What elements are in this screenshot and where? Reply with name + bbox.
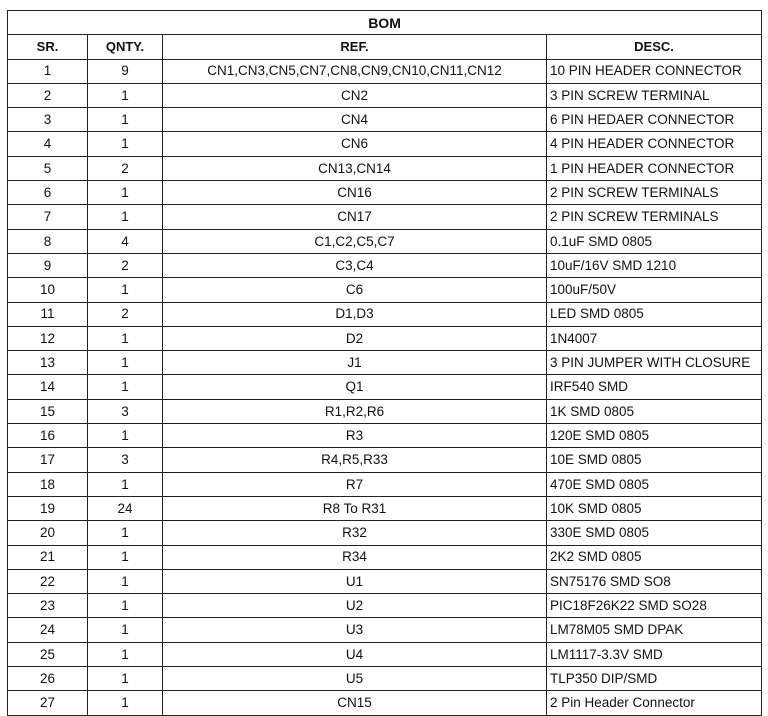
header-row (8, 35, 762, 59)
table-row (8, 59, 762, 83)
cell-qnty: 2 (88, 302, 163, 326)
cell-qnty: 1 (88, 642, 163, 666)
table-row (8, 302, 762, 326)
cell-ref: U2 (163, 594, 547, 618)
cell-sr: 9 (8, 253, 88, 277)
cell-desc: IRF540 SMD (547, 375, 762, 399)
cell-sr: 16 (8, 424, 88, 448)
cell-qnty: 1 (88, 667, 163, 691)
cell-ref: U1 (163, 569, 547, 593)
cell-desc: LM1117-3.3V SMD (547, 642, 762, 666)
cell-qnty: 1 (88, 132, 163, 156)
title-row (8, 11, 762, 35)
cell-qnty: 2 (88, 253, 163, 277)
cell-sr: 27 (8, 691, 88, 715)
table-row (8, 83, 762, 107)
cell-ref: R32 (163, 521, 547, 545)
cell-sr: 24 (8, 618, 88, 642)
table-row (8, 496, 762, 520)
cell-sr: 22 (8, 569, 88, 593)
cell-qnty: 1 (88, 181, 163, 205)
cell-qnty: 1 (88, 691, 163, 715)
cell-ref: CN17 (163, 205, 547, 229)
table-row (8, 448, 762, 472)
cell-desc: 2 PIN SCREW TERMINALS (547, 205, 762, 229)
cell-desc: 100uF/50V (547, 278, 762, 302)
cell-ref: R4,R5,R33 (163, 448, 547, 472)
table-row (8, 667, 762, 691)
cell-ref: R7 (163, 472, 547, 496)
cell-desc: 10E SMD 0805 (547, 448, 762, 472)
table-row (8, 278, 762, 302)
cell-desc: 6 PIN HEDAER CONNECTOR (547, 108, 762, 132)
cell-desc: 1 PIN HEADER CONNECTOR (547, 156, 762, 180)
cell-desc: 2 Pin Header Connector (547, 691, 762, 715)
cell-qnty: 1 (88, 205, 163, 229)
table-row (8, 253, 762, 277)
cell-sr: 2 (8, 83, 88, 107)
cell-ref: CN2 (163, 83, 547, 107)
cell-ref: C1,C2,C5,C7 (163, 229, 547, 253)
cell-ref: CN1,CN3,CN5,CN7,CN8,CN9,CN10,CN11,CN12 (163, 59, 547, 83)
cell-ref: D1,D3 (163, 302, 547, 326)
cell-sr: 6 (8, 181, 88, 205)
cell-desc: TLP350 DIP/SMD (547, 667, 762, 691)
cell-desc: 10uF/16V SMD 1210 (547, 253, 762, 277)
cell-qnty: 4 (88, 229, 163, 253)
cell-ref: R3 (163, 424, 547, 448)
cell-ref: R8 To R31 (163, 496, 547, 520)
table-row (8, 424, 762, 448)
cell-qnty: 1 (88, 569, 163, 593)
cell-qnty: 1 (88, 108, 163, 132)
cell-qnty: 1 (88, 618, 163, 642)
cell-ref: CN6 (163, 132, 547, 156)
header-sr: SR. (8, 35, 88, 59)
table-row (8, 229, 762, 253)
cell-qnty: 24 (88, 496, 163, 520)
cell-ref: CN4 (163, 108, 547, 132)
cell-qnty: 3 (88, 448, 163, 472)
cell-sr: 18 (8, 472, 88, 496)
cell-qnty: 1 (88, 521, 163, 545)
cell-desc: LED SMD 0805 (547, 302, 762, 326)
cell-desc: SN75176 SMD SO8 (547, 569, 762, 593)
cell-desc: 1K SMD 0805 (547, 399, 762, 423)
cell-sr: 5 (8, 156, 88, 180)
cell-qnty: 1 (88, 545, 163, 569)
cell-sr: 14 (8, 375, 88, 399)
cell-qnty: 1 (88, 278, 163, 302)
cell-desc: 10 PIN HEADER CONNECTOR (547, 59, 762, 83)
cell-qnty: 1 (88, 83, 163, 107)
table-row (8, 326, 762, 350)
cell-ref: J1 (163, 351, 547, 375)
table-row (8, 108, 762, 132)
cell-sr: 11 (8, 302, 88, 326)
cell-desc: 10K SMD 0805 (547, 496, 762, 520)
cell-qnty: 3 (88, 399, 163, 423)
cell-ref: R1,R2,R6 (163, 399, 547, 423)
cell-ref: R34 (163, 545, 547, 569)
cell-ref: D2 (163, 326, 547, 350)
cell-sr: 23 (8, 594, 88, 618)
cell-ref: CN13,CN14 (163, 156, 547, 180)
cell-sr: 13 (8, 351, 88, 375)
cell-sr: 26 (8, 667, 88, 691)
cell-desc: 4 PIN HEADER CONNECTOR (547, 132, 762, 156)
table-row (8, 691, 762, 715)
cell-sr: 25 (8, 642, 88, 666)
cell-sr: 21 (8, 545, 88, 569)
cell-qnty: 1 (88, 472, 163, 496)
cell-desc: LM78M05 SMD DPAK (547, 618, 762, 642)
table-row (8, 618, 762, 642)
cell-desc: 1N4007 (547, 326, 762, 350)
cell-sr: 1 (8, 59, 88, 83)
cell-desc: PIC18F26K22 SMD SO28 (547, 594, 762, 618)
table-row (8, 521, 762, 545)
cell-sr: 8 (8, 229, 88, 253)
cell-desc: 3 PIN SCREW TERMINAL (547, 83, 762, 107)
cell-qnty: 1 (88, 326, 163, 350)
cell-desc: 470E SMD 0805 (547, 472, 762, 496)
header-qnty: QNTY. (88, 35, 163, 59)
cell-sr: 19 (8, 496, 88, 520)
header-desc: DESC. (547, 35, 762, 59)
cell-desc: 2 PIN SCREW TERMINALS (547, 181, 762, 205)
table-row (8, 545, 762, 569)
cell-ref: C6 (163, 278, 547, 302)
cell-sr: 20 (8, 521, 88, 545)
cell-qnty: 1 (88, 375, 163, 399)
cell-ref: CN16 (163, 181, 547, 205)
table-row (8, 205, 762, 229)
table-row (8, 399, 762, 423)
table-row (8, 156, 762, 180)
cell-desc: 2K2 SMD 0805 (547, 545, 762, 569)
cell-sr: 12 (8, 326, 88, 350)
cell-qnty: 1 (88, 594, 163, 618)
cell-sr: 3 (8, 108, 88, 132)
cell-desc: 3 PIN JUMPER WITH CLOSURE (547, 351, 762, 375)
cell-qnty: 9 (88, 59, 163, 83)
cell-ref: CN15 (163, 691, 547, 715)
cell-sr: 15 (8, 399, 88, 423)
cell-qnty: 1 (88, 424, 163, 448)
table-row (8, 594, 762, 618)
table-row (8, 569, 762, 593)
cell-desc: 330E SMD 0805 (547, 521, 762, 545)
cell-qnty: 2 (88, 156, 163, 180)
cell-desc: 120E SMD 0805 (547, 424, 762, 448)
table-body (8, 59, 762, 715)
cell-ref: Q1 (163, 375, 547, 399)
table-title: BOM (8, 11, 762, 35)
bom-table (7, 10, 762, 716)
table-row (8, 642, 762, 666)
cell-qnty: 1 (88, 351, 163, 375)
cell-desc: 0.1uF SMD 0805 (547, 229, 762, 253)
table-row (8, 375, 762, 399)
cell-sr: 10 (8, 278, 88, 302)
cell-ref: U3 (163, 618, 547, 642)
cell-ref: U5 (163, 667, 547, 691)
table-row (8, 472, 762, 496)
cell-ref: U4 (163, 642, 547, 666)
table-row (8, 132, 762, 156)
header-ref: REF. (163, 35, 547, 59)
table-row (8, 181, 762, 205)
cell-ref: C3,C4 (163, 253, 547, 277)
cell-sr: 7 (8, 205, 88, 229)
table-row (8, 351, 762, 375)
cell-sr: 17 (8, 448, 88, 472)
cell-sr: 4 (8, 132, 88, 156)
